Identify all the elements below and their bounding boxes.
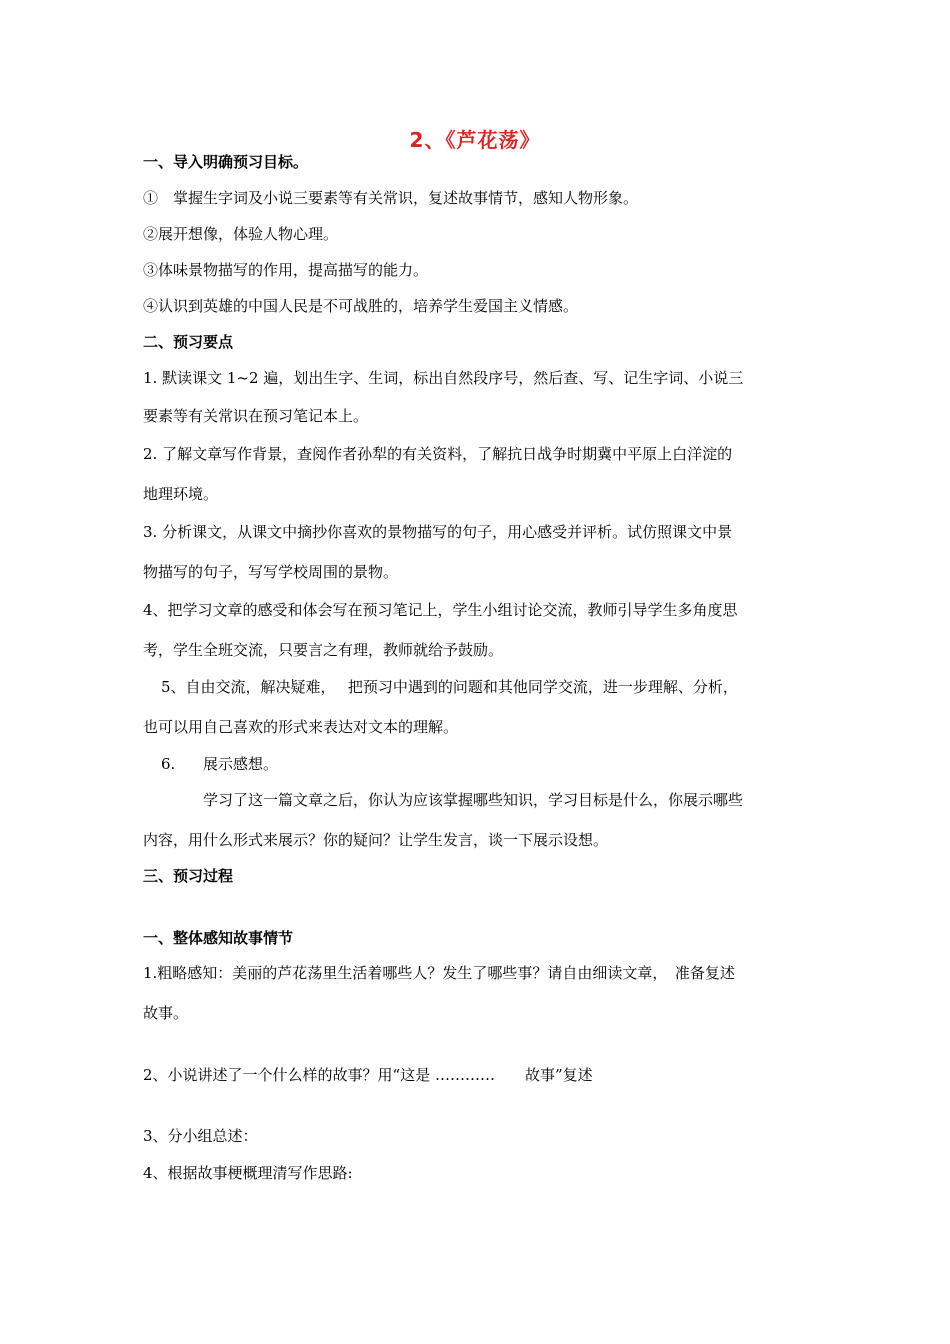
key-point-2-line1: 2. 了解文章写作背景，查阅作者孙犁的有关资料，了解抗日战争时期冀中平原上白洋淀的 bbox=[143, 445, 733, 463]
key-point-6-number: 6. bbox=[161, 755, 176, 773]
section-heading-plot: 一、整体感知故事情节 bbox=[143, 929, 294, 947]
key-point-3-line1: 3. 分析课文，从课文中摘抄你喜欢的景物描写的句子，用心感受并评析。试仿照课文中景 bbox=[143, 523, 733, 541]
goal-item: ④认识到英雄的中国人民是不可战胜的，培养学生爱国主义情感。 bbox=[143, 297, 579, 315]
key-point-4-line2: 考，学生全班交流，只要言之有理，教师就给予鼓励。 bbox=[143, 641, 504, 659]
goal-item: ③体味景物描写的作用，提高描写的能力。 bbox=[143, 261, 429, 279]
key-point-6-text: 展示感想。 bbox=[203, 755, 279, 773]
key-point-7-line1: 学习了这一篇文章之后，你认为应该掌握哪些知识，学习目标是什么，你展示哪些 bbox=[203, 791, 744, 809]
question-3: 3、分小组总述： bbox=[143, 1127, 258, 1145]
goal-item: ① 掌握生字词及小说三要素等有关常识，复述故事情节，感知人物形象。 bbox=[143, 189, 639, 207]
key-point-5-line1: 5、自由交流，解决疑难， 把预习中遇到的问题和其他同学交流，进一步理解、分析， bbox=[161, 678, 738, 696]
section-heading-process: 三、预习过程 bbox=[143, 867, 234, 885]
key-point-5-line2: 也可以用自己喜欢的形式来表达对文本的理解。 bbox=[143, 718, 459, 736]
question-2: 2、小说讲述了一个什么样的故事？用“这是 ………… 故事”复述 bbox=[143, 1066, 593, 1084]
section-heading-key-points: 二、预习要点 bbox=[143, 333, 234, 351]
question-1-line2: 故事。 bbox=[143, 1004, 189, 1022]
key-point-1-line1: 1. 默读课文 1~2 遍，划出生字、生词，标出自然段序号，然后查、写、记生字词、小说三 bbox=[143, 369, 744, 387]
page-title: 2、《芦花荡》 bbox=[409, 128, 541, 152]
key-point-1-line2: 要素等有关常识在预习笔记本上。 bbox=[143, 407, 369, 425]
section-heading-goals: 一、导入明确预习目标。 bbox=[143, 153, 309, 171]
key-point-7-line2: 内容，用什么形式来展示？你的疑问？让学生发言，谈一下展示设想。 bbox=[143, 831, 609, 849]
goal-item: ②展开想像，体验人物心理。 bbox=[143, 225, 339, 243]
question-1-line1: 1.粗略感知：美丽的芦花荡里生活着哪些人？发生了哪些事？请自由细读文章， 准备复述 bbox=[143, 964, 735, 982]
question-4: 4、根据故事梗概理清写作思路: bbox=[143, 1164, 353, 1182]
key-point-3-line2: 物描写的句子，写写学校周围的景物。 bbox=[143, 563, 399, 581]
key-point-2-line2: 地理环境。 bbox=[143, 485, 219, 503]
key-point-4-line1: 4、把学习文章的感受和体会写在预习笔记上，学生小组讨论交流，教师引导学生多角度思 bbox=[143, 601, 738, 619]
